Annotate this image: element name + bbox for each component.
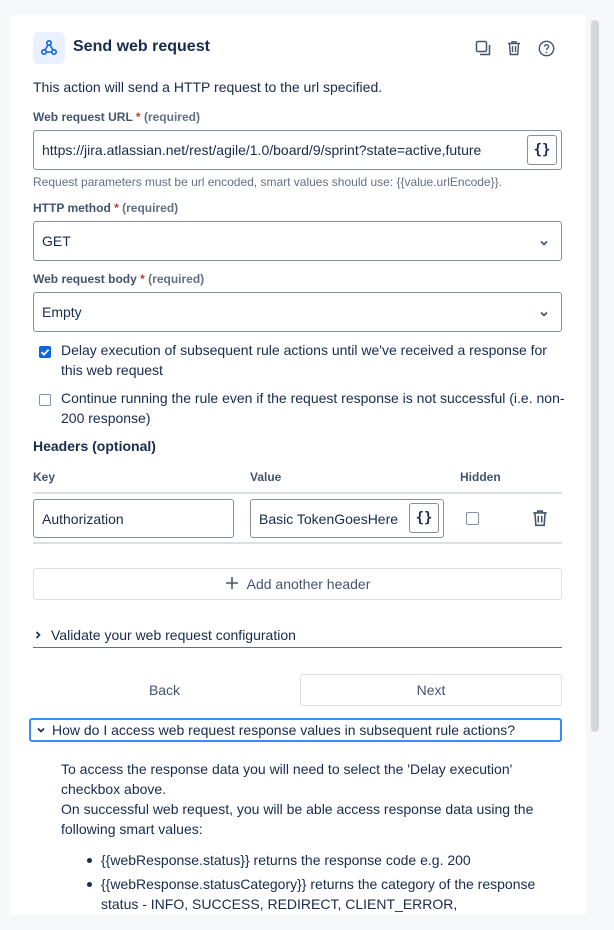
smart-value-button[interactable]: {} [527,135,557,165]
url-input[interactable]: https://jira.atlassian.net/rest/agile/1.0/board/9/sprint?state=active,future [33,130,562,170]
faq-paragraph: On successful web request, you will be able access response data using the following smart values: [61,801,534,837]
next-button[interactable]: Next [300,674,562,706]
delay-execution-checkbox[interactable] [39,346,51,358]
delete-header-trash-icon[interactable] [531,509,549,527]
body-field-label: Web request body * (required) [33,272,205,286]
faq-toggle[interactable]: How do I access web request response values in subsequent rule actions? [29,718,562,742]
header-column-key: Key [33,470,56,484]
action-description: This action will send a HTTP request to the url specified. [33,79,383,95]
url-field-label: Web request URL * (required) [33,110,200,124]
http-method-select[interactable]: GET [33,221,562,261]
plus-icon [225,576,239,593]
header-column-hidden: Hidden [460,470,501,484]
page-title: Send web request [73,38,210,55]
faq-answer [61,759,556,839]
request-body-select[interactable]: Empty [33,292,562,332]
chevron-down-icon [539,235,549,251]
smart-values-list [81,850,551,915]
headers-section-title: Headers (optional) [33,438,156,454]
header-hidden-checkbox[interactable] [466,512,479,525]
chevron-down-icon [36,722,46,738]
back-button[interactable]: Back [148,682,181,698]
method-field-label: HTTP method * (required) [33,201,179,215]
delay-execution-label: Delay execution of subsequent rule actions until we've received a response for this web request [61,342,547,378]
duplicate-icon[interactable] [472,37,494,59]
continue-on-error-checkbox[interactable] [39,394,51,406]
faq-paragraph: To access the response data you will need to select the 'Delay execution' checkbox above. [61,761,513,797]
header-value-input[interactable]: Basic TokenGoesHere [250,499,444,538]
add-header-button[interactable]: Add another header [33,568,562,600]
header-key-input[interactable]: Authorization [33,499,234,538]
header-smart-value-button[interactable]: {} [409,503,439,533]
scrollbar-thumb[interactable] [591,20,599,732]
action-config-panel [10,15,586,915]
help-icon[interactable] [535,37,557,59]
headers-divider-top [33,492,562,494]
list-item: {{webResponse.statusCategory}} returns the category of the response status - INFO, SUCCESS, REDIRECT, CLIENT_ERROR, [81,874,551,914]
list-item: {{webResponse.status}} returns the response code e.g. 200 [81,850,551,870]
continue-on-error-label: Continue running the rule even if the request response is not successful (i.e. non-200 response) [61,390,565,426]
headers-divider-bottom [33,542,562,544]
validate-divider [33,647,562,648]
url-hint: Request parameters must be url encoded, smart values should use: {{value.urlEncode}}. [33,175,502,189]
trash-icon[interactable] [503,37,525,59]
header-column-value: Value [250,470,282,484]
chevron-down-icon [539,306,549,322]
webhook-icon [33,32,65,64]
validate-config-toggle[interactable]: Validate your web request configuration [33,621,562,649]
chevron-right-icon [33,627,43,643]
